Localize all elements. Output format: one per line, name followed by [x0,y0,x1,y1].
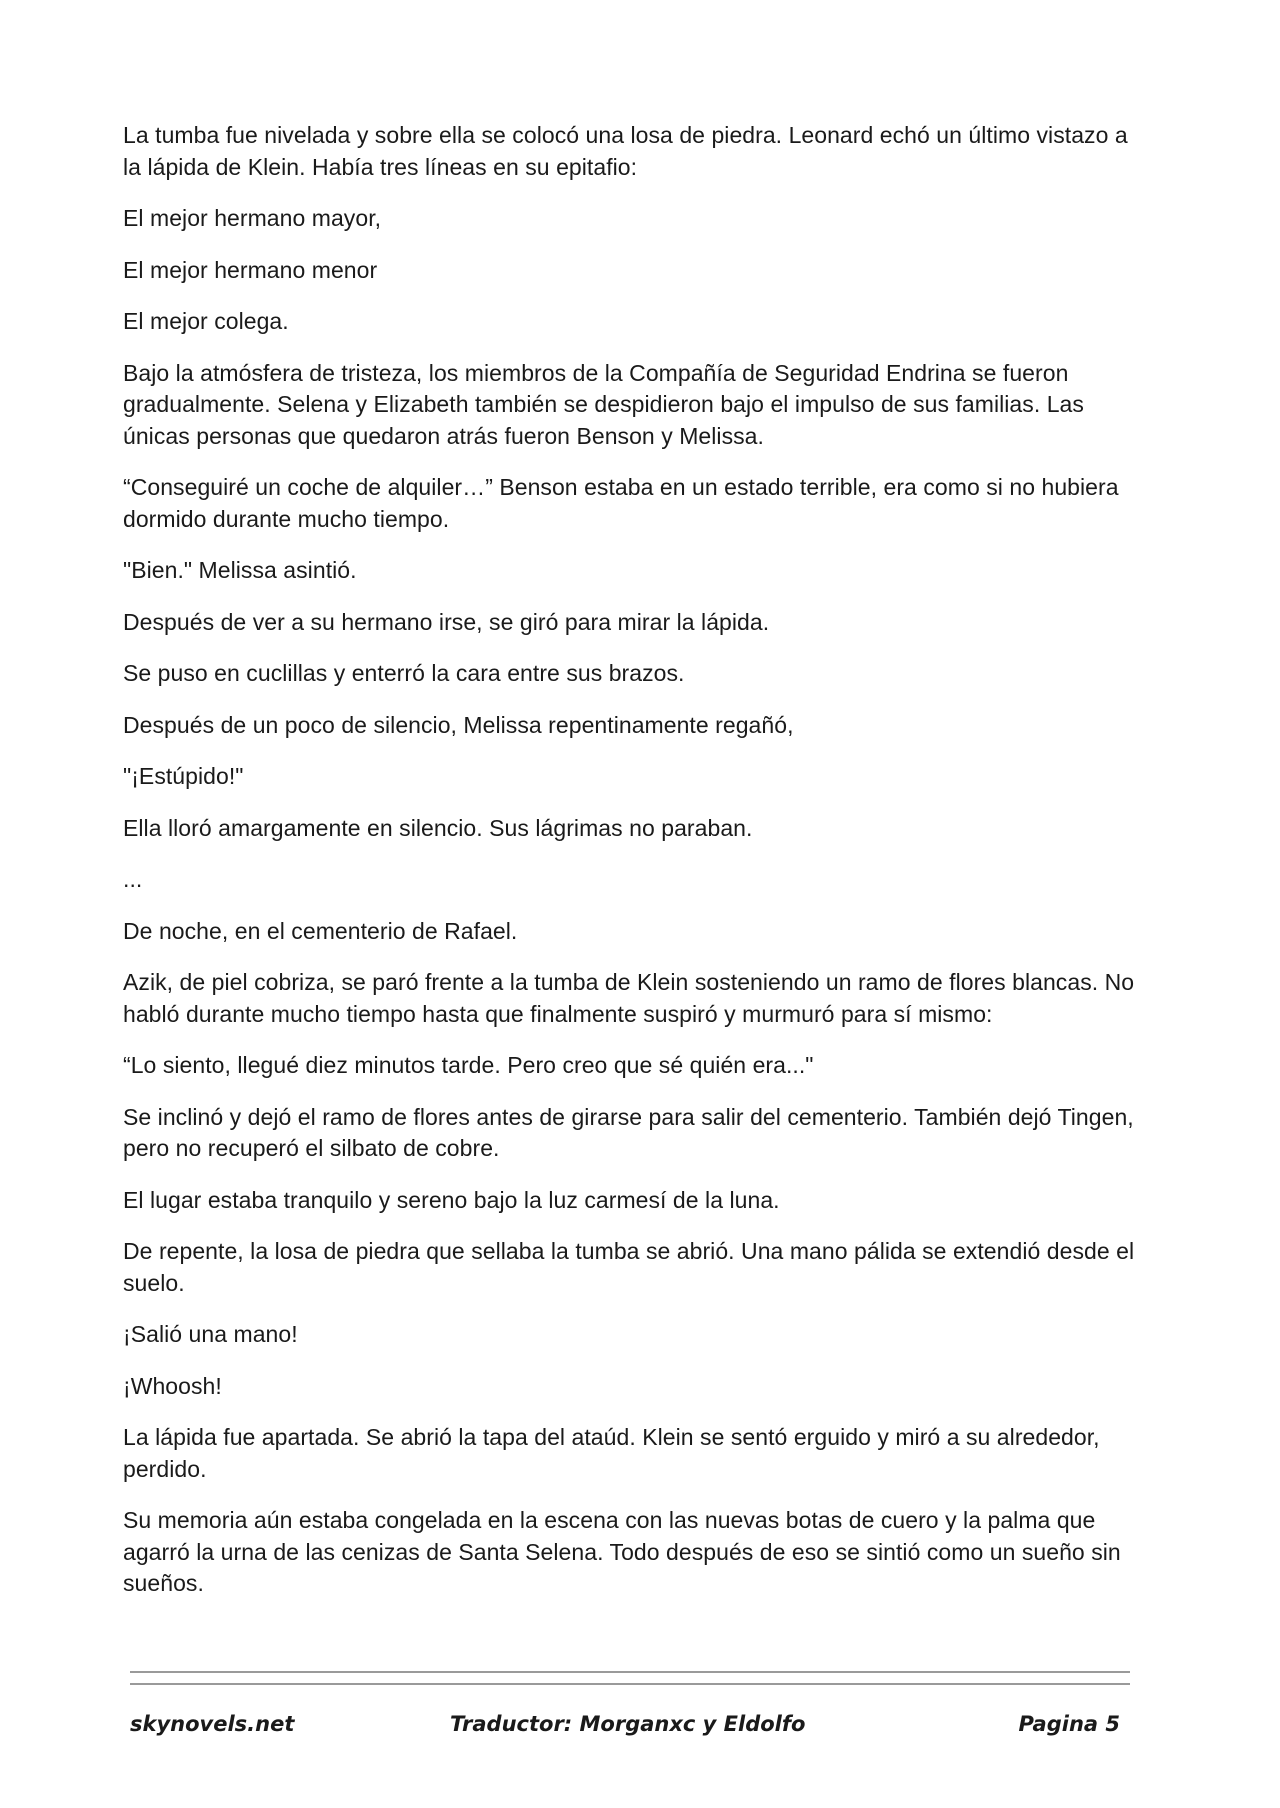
paragraph: El mejor hermano mayor, [123,205,382,231]
paragraph: La tumba fue nivelada y sobre ella se colocó una losa de piedra. Leonard echó un último vistazo a la lápida de Klein. Había tres líneas en su epitafio: [123,122,1128,180]
paragraph: De repente, la losa de piedra que sellaba la tumba se abrió. Una mano pálida se extendió desde el suelo. [123,1238,1135,1296]
paragraph: "Bien." Melissa asintió. [123,557,357,583]
paragraph: "¡Estúpido!" [123,763,244,789]
footer-site: skynovels.net [130,1712,295,1736]
paragraph: Se puso en cuclillas y enterró la cara entre sus brazos. [123,660,685,686]
paragraph: ¡Whoosh! [123,1372,222,1399]
paragraph: Su memoria aún estaba congelada en la escena con las nuevas botas de cuero y la palma que agarró la urna de las cenizas de Santa Selena. Todo después de eso se sintió como un sueño sin sueños. [123,1507,1121,1596]
paragraph: “Lo siento, llegué diez minutos tarde. Pero creo que sé quién era..." [123,1052,814,1078]
paragraph: ... [123,866,143,892]
paragraph: El lugar estaba tranquilo y sereno bajo la luz carmesí de la luna. [123,1186,780,1213]
paragraph: Se inclinó y dejó el ramo de flores antes de girarse para salir del cementerio. También dejó Tingen, pero no recuperó el silbato de cobre. [123,1103,1134,1161]
paragraph: El mejor colega. [123,308,289,334]
paragraph: De noche, en el cementerio de Rafael. [123,917,518,944]
paragraph: El mejor hermano menor [123,256,378,283]
paragraph: Después de ver a su hermano irse, se giró para mirar la lápida. [123,608,770,635]
paragraph: La lápida fue apartada. Se abrió la tapa del ataúd. Klein se sentó erguido y miró a su alrededor, perdido. [123,1424,1100,1482]
footer-page-number: Pagina 5 [1018,1712,1120,1736]
page-footer [130,1712,1130,1748]
footer-divider-top [130,1671,1130,1673]
footer-divider-bottom [130,1683,1130,1685]
paragraph: ¡Salió una mano! [123,1321,298,1347]
footer-translator: Traductor: Morganxc y Eldolfo [450,1712,806,1736]
paragraph: Después de un poco de silencio, Melissa repentinamente regañó, [123,711,794,738]
paragraph: Ella lloró amargamente en silencio. Sus lágrimas no paraban. [123,814,753,841]
paragraph: Bajo la atmósfera de tristeza, los miembros de la Compañía de Seguridad Endrina se fueron gradualmente. Selena y Elizabeth también se despidieron bajo el impulso de sus familias. Las únicas personas que quedaron atrás fueron Benson y Melissa. [123,359,1084,449]
paragraph: Azik, de piel cobriza, se paró frente a la tumba de Klein sosteniendo un ramo de flores blancas. No habló durante mucho tiempo hasta que finalmente suspiró y murmuró para sí mismo: [123,969,1135,1027]
document-body [123,120,1143,1620]
paragraph: “Conseguiré un coche de alquiler…” Benson estaba en un estado terrible, era como si no hubiera dormido durante mucho tiempo. [123,474,1119,532]
